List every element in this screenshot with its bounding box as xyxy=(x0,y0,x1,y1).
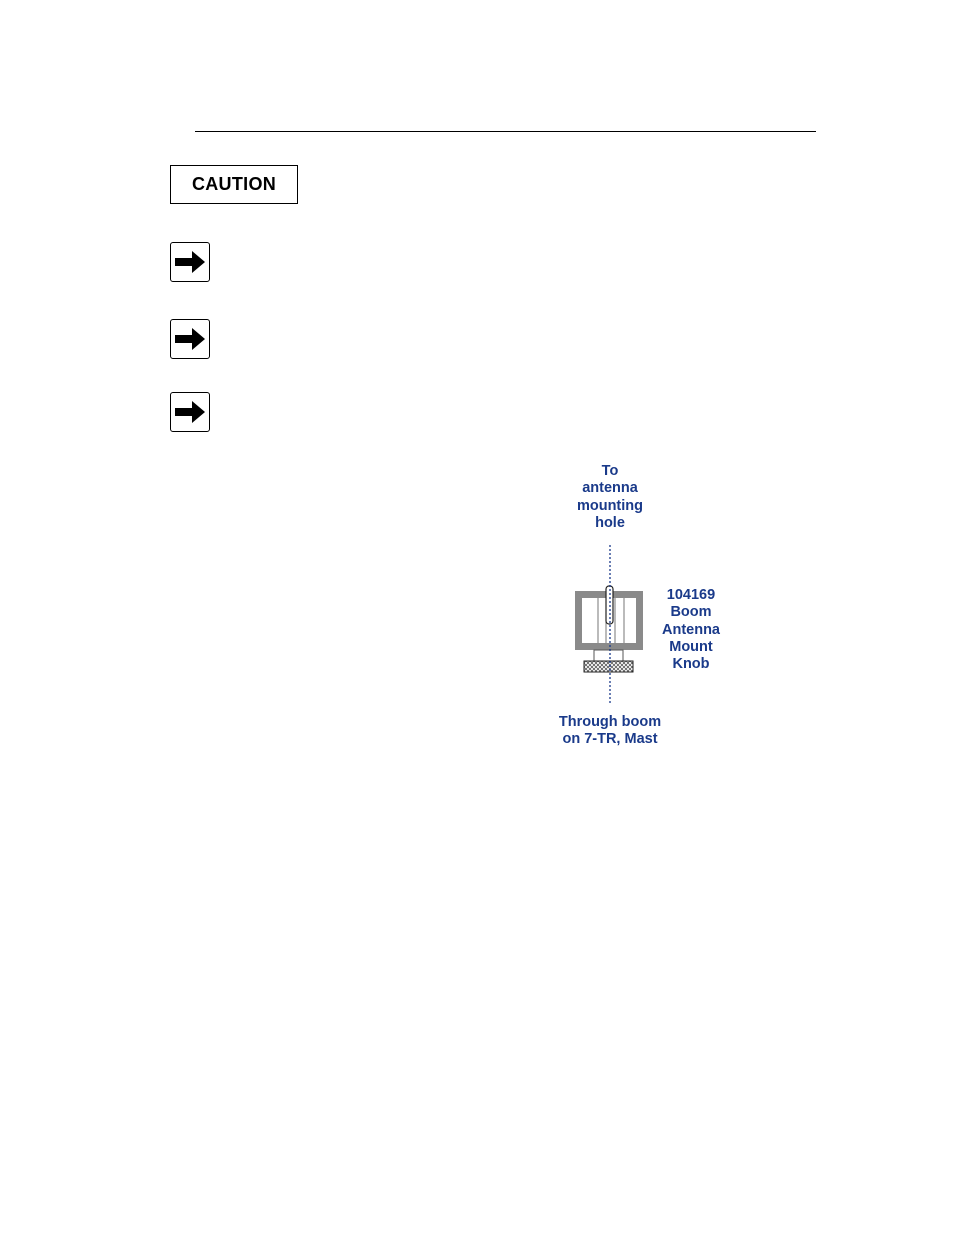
note-arrow-2 xyxy=(170,319,210,359)
label-through-boom: Through boom on 7-TR, Mast xyxy=(558,714,662,748)
caution-label: CAUTION xyxy=(170,165,298,204)
arrow-right-icon xyxy=(173,325,207,353)
label-to-mounting-hole: To antenna mounting hole xyxy=(576,463,644,531)
antenna-mount-diagram xyxy=(540,455,750,755)
note-arrow-3 xyxy=(170,392,210,432)
arrow-right-icon xyxy=(173,398,207,426)
arrow-right-icon xyxy=(173,248,207,276)
note-arrow-1 xyxy=(170,242,210,282)
label-part-number: 104169 Boom Antenna Mount Knob xyxy=(662,587,720,673)
header-rule xyxy=(195,131,816,132)
mount-knob xyxy=(584,661,633,672)
